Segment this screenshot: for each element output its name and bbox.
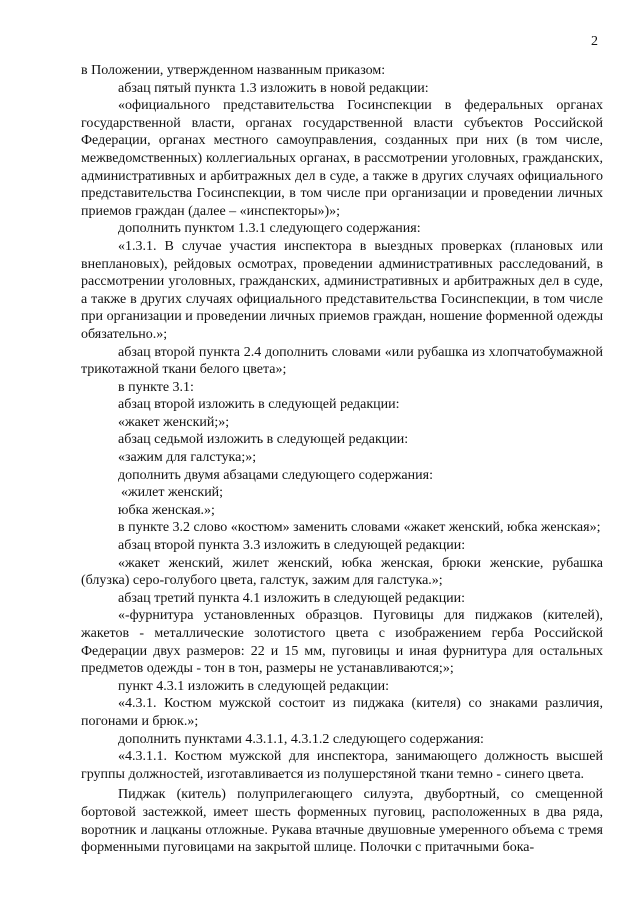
document-body [81, 62, 603, 857]
paragraph: в Положении, утвержденном названным приказом: [81, 63, 386, 78]
paragraph: абзац пятый пункта 1.3 изложить в новой редакции: [118, 80, 429, 96]
paragraph: пункт 4.3.1 изложить в следующей редакции: [118, 678, 389, 694]
paragraph: Пиджак (китель) полуприлегающего силуэта, двубортный, со смещенной бортовой застежкой, имеет шесть форменных пуговиц, расположенных в два ряда, воротник и лацканы отложные. Рукава втачные двушовные умеренного объема с тремя форменными пуговицами на закрытой шлице. Полочки с притачными бока- [81, 787, 603, 856]
paragraph: «жакет женский;»; [118, 414, 230, 430]
paragraph: абзац седьмой изложить в следующей редакции: [118, 432, 409, 448]
paragraph: «1.3.1. В случае участия инспектора в выездных проверках (плановых или внеплановых), рейдовых осмотрах, проведении административных расследований, в рассмотрении уголовных, гражданских, административных и арбитражных дел в суде, а также в других случаях официального представительства Госинспекции, в том числе при организации и проведении личных приемов граждан, ношение форменной одежды обязательно.»; [81, 238, 603, 342]
paragraph: абзац второй изложить в следующей редакции: [118, 397, 400, 413]
paragraph: в пункте 3.2 слово «костюм» заменить словами «жакет женский, юбка женская»; [118, 520, 601, 536]
paragraph: «жилет женский; [121, 485, 224, 501]
paragraph: дополнить пунктами 4.3.1.1, 4.3.1.2 следующего содержания: [118, 731, 484, 747]
paragraph: абзац второй пункта 3.3 изложить в следующей редакции: [118, 538, 466, 554]
paragraph: абзац третий пункта 4.1 изложить в следующей редакции: [118, 590, 466, 606]
paragraph: «жакет женский, жилет женский, юбка женская, брюки женские, рубашка (блузка) серо-голубого цвета, галстук, зажим для галстука.»; [81, 555, 603, 589]
paragraph: юбка женская.»; [118, 502, 215, 518]
paragraph: абзац второй пункта 2.4 дополнить словами «или рубашка из хлопчатобумажной трикотажной ткани белого цвета»; [81, 344, 603, 378]
page-number: 2 [591, 34, 598, 49]
paragraph: «4.3.1.1. Костюм мужской для инспектора, занимающего должность высшей группы должностей, изготавливается из полушерстяной ткани темно - синего цвета. [81, 749, 603, 782]
paragraph: «-фурнитура установленных образцов. Пуговицы для пиджаков (кителей), жакетов - металлические золотистого цвета с изображением герба Российской Федерации двух размеров: 22 и 15 мм, пуговицы и иная фурнитура для остальных предметов одежды - тон в тон, размеры не устанавливаются;»; [81, 608, 603, 677]
paragraph: дополнить двумя абзацами следующего содержания: [118, 467, 433, 483]
paragraph: дополнить пунктом 1.3.1 следующего содержания: [118, 221, 421, 237]
paragraph: «зажим для галстука;»; [118, 450, 257, 466]
paragraph: в пункте 3.1: [118, 379, 194, 395]
paragraph: «официального представительства Госинспекции в федеральных органах государственной власти, органах государственной власти субъектов Российской Федерации, органах местного самоуправления, созданных при них (в том числе, межведомственных) коллегиальных органах, в рассмотрении уголовных, гражданских, административных и арбитражных дел в суде, а также в других случаях официального представительства Госинспекции, в том числе при организации и проведении личных приемов граждан (далее – «инспекторы»)»; [81, 98, 603, 219]
paragraph: «4.3.1. Костюм мужской состоит из пиджака (кителя) со знаками различия, погонами и брюк.»; [81, 696, 603, 729]
